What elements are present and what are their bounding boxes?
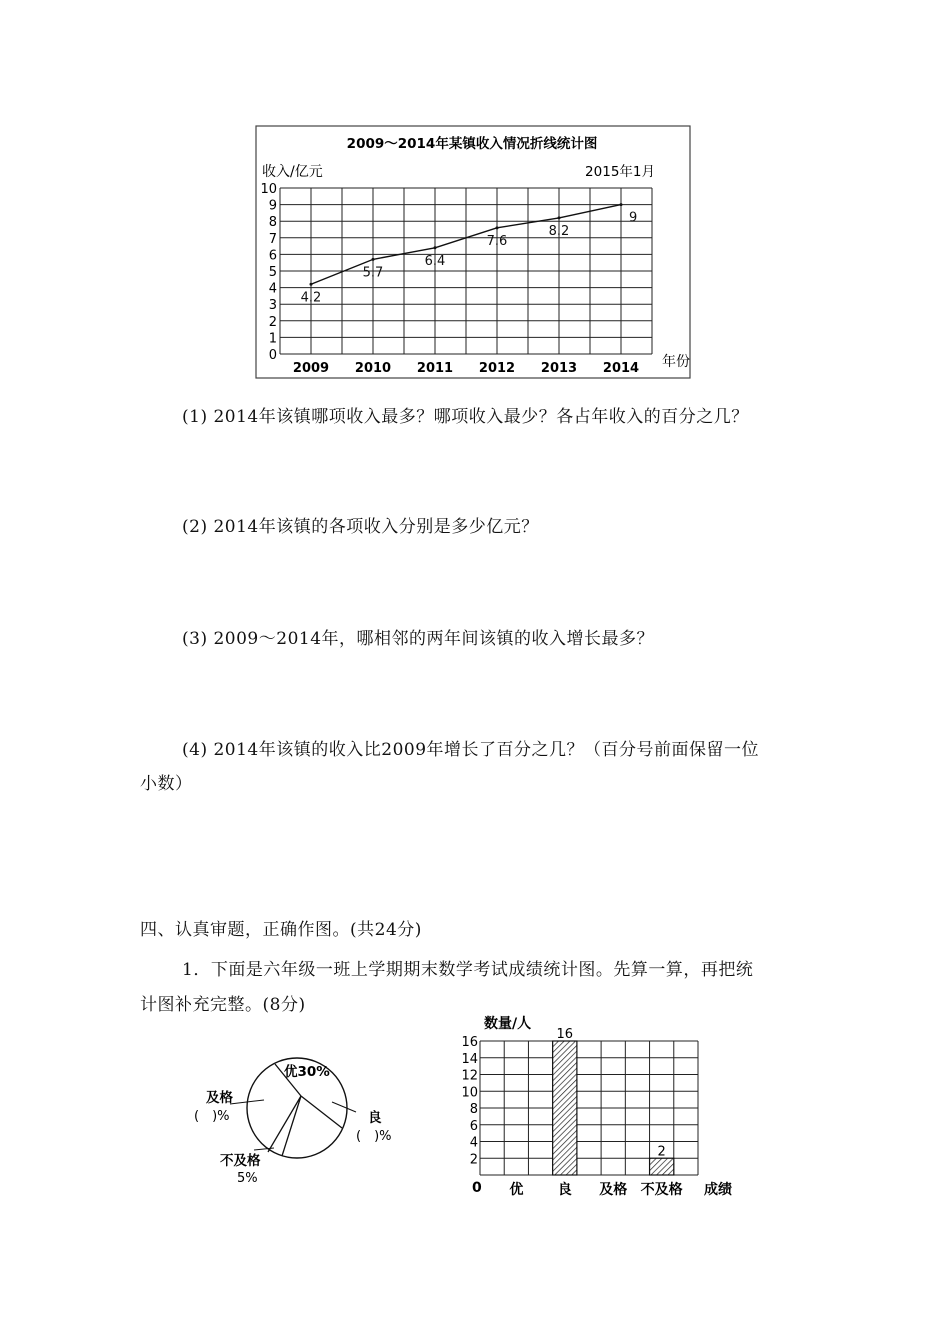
data-point — [372, 258, 375, 261]
y-tick-label: 6 — [469, 1118, 478, 1134]
x-tick-label: 2013 — [540, 361, 578, 376]
question-4-line-1: (4) 2014年该镇的收入比2009年增长了百分之几？（百分号前面保留一位 — [182, 740, 760, 760]
section-4-heading: 四、认真审题，正确作图。(共24分) — [140, 920, 422, 940]
x-tick-label: 2009 — [292, 361, 330, 376]
question-4-line-2: 小数） — [140, 774, 193, 794]
pie-boundary-line — [282, 1096, 301, 1156]
bar-series — [553, 1027, 674, 1175]
pie-boundary-line — [301, 1096, 342, 1128]
good-leader-line — [332, 1102, 356, 1112]
chart-title: 2009～2014年某镇收入情况折线统计图 — [346, 136, 598, 152]
data-label: 8.2 — [548, 223, 570, 239]
grade-bar-chart — [440, 1012, 760, 1204]
y-tick-label: 2 — [268, 314, 277, 330]
bar-x-tick-labels — [509, 1181, 682, 1198]
x-tick-label: 及格 — [599, 1182, 628, 1198]
bar-data-label: 2 — [657, 1144, 666, 1160]
bar — [553, 1041, 577, 1175]
data-point — [496, 226, 499, 229]
data-point — [310, 283, 313, 286]
y-tick-label: 10 — [461, 1085, 478, 1101]
x-tick-label: 优 — [509, 1182, 524, 1198]
y-axis-unit: 收入/亿元 — [262, 164, 323, 180]
question-2: (2) 2014年该镇的各项收入分别是多少亿元？ — [182, 517, 539, 537]
pie-label-good: 良 — [368, 1110, 382, 1126]
pie-label-fail-percent: 5% — [237, 1171, 258, 1186]
section-4-item-1-line-2: 计图补充完整。(8分) — [140, 995, 306, 1015]
y-tick-label: 12 — [461, 1068, 478, 1084]
y-tick-label: 8 — [469, 1102, 478, 1117]
y-tick-label: 4 — [469, 1135, 478, 1151]
fail-leader-line — [254, 1148, 274, 1150]
x-tick-label: 2010 — [354, 361, 392, 376]
section-4-item-1-line-1: 1．下面是六年级一班上学期期末数学考试成绩统计图。先算一算，再把统 — [182, 960, 754, 980]
question-1: (1) 2014年该镇哪项收入最多？哪项收入最少？各占年收入的百分之几？ — [182, 407, 749, 427]
bar-data-label: 16 — [556, 1027, 574, 1042]
y-tick-label: 16 — [461, 1035, 478, 1050]
x-tick-label: 不及格 — [640, 1182, 683, 1198]
y-tick-label: 10 — [260, 182, 277, 197]
x-tick-label: 2011 — [416, 361, 454, 376]
bar-origin-label: 0 — [472, 1180, 482, 1196]
grade-pie-chart — [180, 1040, 420, 1190]
x-tick-label: 2014 — [602, 361, 640, 376]
y-tick-label: 4 — [268, 281, 277, 297]
y-tick-label: 7 — [268, 231, 277, 247]
y-tick-label: 14 — [461, 1051, 478, 1067]
pie-label-pass: 及格 — [206, 1090, 233, 1106]
data-label: 4.2 — [300, 290, 322, 306]
y-tick-label: 1 — [268, 331, 277, 347]
question-3: (3) 2009～2014年，哪相邻的两年间该镇的收入增长最多？ — [182, 629, 655, 649]
data-point — [558, 216, 561, 219]
income-line-chart — [250, 124, 698, 380]
pie-boundary-line — [268, 1096, 301, 1152]
pie-label-good-percent: ( )% — [356, 1129, 392, 1144]
pie-label-pass-percent: ( )% — [194, 1109, 230, 1124]
bar-x-axis-unit: 成绩 — [704, 1182, 732, 1198]
x-tick-label: 2012 — [478, 361, 516, 376]
x-tick-label: 良 — [557, 1182, 572, 1198]
data-label: 6.4 — [424, 253, 446, 269]
pie-label-excellent: 优30% — [284, 1064, 330, 1080]
bar-y-tick-labels — [461, 1035, 478, 1167]
y-tick-label: 6 — [268, 248, 277, 264]
y-tick-label: 8 — [268, 215, 277, 231]
y-tick-label: 0 — [268, 348, 277, 363]
data-label: 5.7 — [362, 265, 384, 281]
y-tick-label: 3 — [268, 298, 277, 314]
pie-label-fail: 不及格 — [220, 1153, 261, 1169]
data-label: 7.6 — [486, 233, 508, 249]
date-note: 2015年1月 — [585, 164, 655, 180]
data-point — [434, 246, 437, 249]
data-label: 9 — [629, 210, 638, 226]
bar — [650, 1158, 674, 1175]
y-tick-label: 2 — [469, 1152, 478, 1168]
bar-y-axis-unit: 数量/人 — [484, 1016, 532, 1032]
x-axis-unit: 年份 — [662, 354, 690, 370]
y-tick-label: 5 — [268, 265, 277, 280]
y-tick-label: 9 — [268, 198, 277, 214]
data-point — [620, 203, 623, 206]
